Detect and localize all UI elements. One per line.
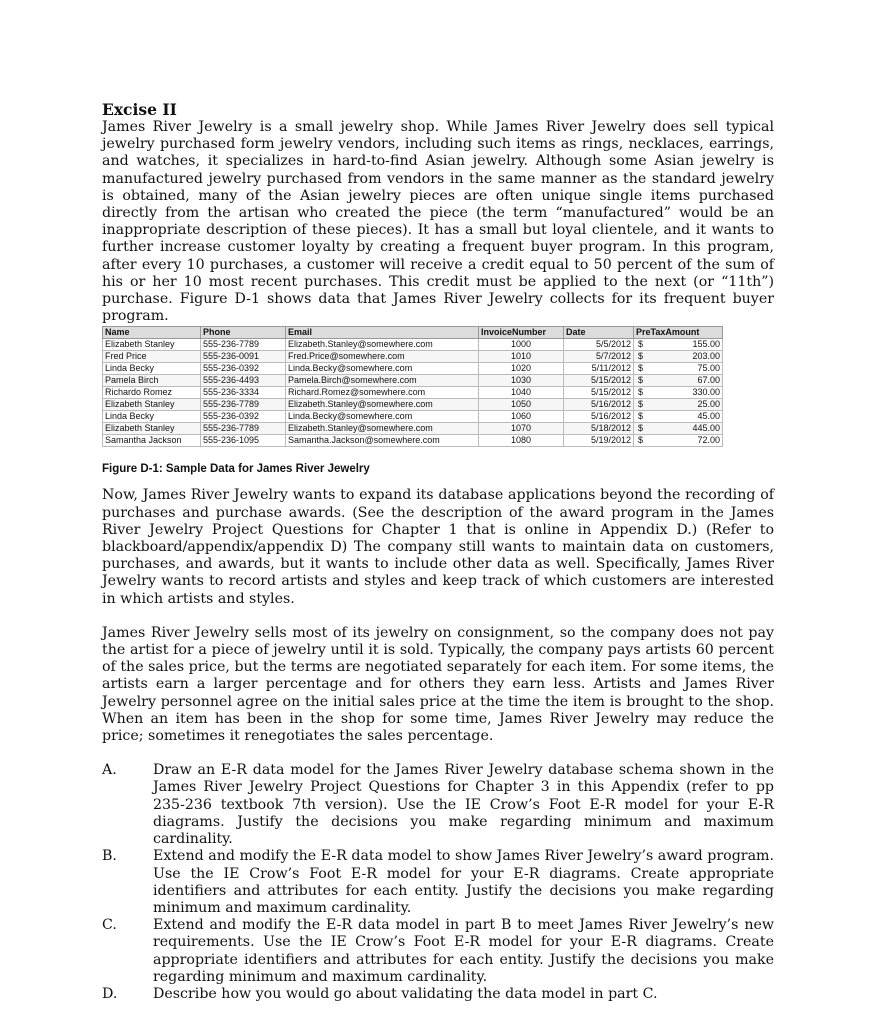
figure-caption: Figure D-1: Sample Data for James River Jewelry (102, 463, 370, 476)
date-cell: 5/16/2012 (564, 411, 634, 423)
question-text: Extend and modify the E-R data model in part B to meet James River Jewelry’s new requirements. Use the IE Crow’s Foot E-R model for your E-R diagrams. Create appropriate identifiers and attributes for each entity. Justify the decisions you make regarding minimum and maximum cardinality. (153, 917, 774, 985)
date-cell: 5/16/2012 (564, 399, 634, 411)
email-cell: Fred.Price@somewhere.com (286, 351, 479, 363)
phone-cell: 555-236-7789 (201, 423, 286, 435)
question-letter: C. (102, 917, 117, 934)
phone-cell: 555-236-7789 (201, 399, 286, 411)
amount-cell (634, 363, 723, 375)
document-page (102, 100, 774, 1003)
currency-symbol: $ (638, 339, 644, 350)
phone-cell: 555-236-0392 (201, 411, 286, 423)
intro-paragraph: James River Jewelry is a small jewelry shop. While James River Jewelry does sell typical jewelry purchased form jewelry vendors, including such items as rings, necklaces, earrings, and watches, it specializes in hard-to-find Asian jewelry. Although some Asian jewelry is manufactured jewelry purchased from vendors in the same manner as the standard jewelry is obtained, many of the Asian jewelry pieces are often unique single items purchased directly from the artisan who created the piece (the term “manufactured” would be an inappropriate description of these pieces). It has a small but loyal clientele, and it wants to further increase customer loyalty by creating a frequent buyer program. In this program, after every 10 purchases, a customer will receive a credit equal to 50 percent of the sum of his or her 10 most recent purchases. This credit must be applied to the next (or “11th”) purchase. Figure D-1 shows data that James River Jewelry collects for its frequent buyer program. (102, 119, 774, 325)
table-row (103, 387, 723, 399)
amount-value: 45.00 (697, 411, 720, 422)
question-letter: B. (102, 848, 117, 865)
column-header: Phone (201, 327, 286, 339)
phone-cell: 555-236-7789 (201, 339, 286, 351)
invoice-cell: 1030 (479, 375, 564, 387)
question-list (102, 762, 774, 1003)
question-item (102, 762, 774, 848)
amount-cell (634, 399, 723, 411)
amount-cell (634, 423, 723, 435)
question-item (102, 986, 774, 1003)
question-item (102, 848, 774, 917)
email-cell: Pamela.Birch@somewhere.com (286, 375, 479, 387)
email-cell: Linda.Becky@somewhere.com (286, 363, 479, 375)
currency-symbol: $ (638, 435, 644, 446)
question-text: Extend and modify the E-R data model to show James River Jewelry’s award program. Use the IE Crow’s Foot E-R model for your E-R diagrams. Create appropriate identifiers and attributes for each entity. Justify the decisions you make regarding minimum and maximum cardinality. (153, 848, 774, 916)
column-header: Name (103, 327, 201, 339)
invoice-cell: 1060 (479, 411, 564, 423)
amount-value: 67.00 (697, 375, 720, 386)
figure-d1-table-wrap (102, 326, 722, 447)
amount-value: 445.00 (692, 423, 720, 434)
email-cell: Elizabeth.Stanley@somewhere.com (286, 423, 479, 435)
amount-value: 155.00 (692, 339, 720, 350)
currency-symbol: $ (638, 351, 644, 362)
name-cell: Elizabeth Stanley (103, 339, 201, 351)
name-cell: Pamela Birch (103, 375, 201, 387)
table-row (103, 423, 723, 435)
currency-symbol: $ (638, 399, 644, 410)
email-cell: Linda.Becky@somewhere.com (286, 411, 479, 423)
column-header: PreTaxAmount (634, 327, 723, 339)
phone-cell: 555-236-0091 (201, 351, 286, 363)
table-row (103, 399, 723, 411)
amount-value: 75.00 (697, 363, 720, 374)
table-header-row (103, 327, 723, 339)
question-item (102, 917, 774, 986)
name-cell: Elizabeth Stanley (103, 423, 201, 435)
question-letter: D. (102, 985, 118, 1002)
column-header: InvoiceNumber (479, 327, 564, 339)
email-cell: Elizabeth.Stanley@somewhere.com (286, 399, 479, 411)
amount-cell (634, 411, 723, 423)
question-text: Describe how you would go about validating the data model in part C. (153, 985, 658, 1002)
invoice-cell: 1040 (479, 387, 564, 399)
name-cell: Linda Becky (103, 363, 201, 375)
date-cell: 5/19/2012 (564, 435, 634, 447)
amount-cell (634, 375, 723, 387)
date-cell: 5/18/2012 (564, 423, 634, 435)
invoice-cell: 1020 (479, 363, 564, 375)
amount-value: 25.00 (697, 399, 720, 410)
table-row (103, 435, 723, 447)
table-row (103, 411, 723, 423)
invoice-cell: 1000 (479, 339, 564, 351)
phone-cell: 555-236-3334 (201, 387, 286, 399)
column-header: Date (564, 327, 634, 339)
table-row (103, 351, 723, 363)
invoice-cell: 1010 (479, 351, 564, 363)
currency-symbol: $ (638, 375, 644, 386)
amount-cell (634, 339, 723, 351)
sample-data-table (102, 326, 723, 447)
amount-cell (634, 387, 723, 399)
phone-cell: 555-236-0392 (201, 363, 286, 375)
currency-symbol: $ (638, 363, 644, 374)
currency-symbol: $ (638, 411, 644, 422)
invoice-cell: 1080 (479, 435, 564, 447)
invoice-cell: 1050 (479, 399, 564, 411)
name-cell: Samantha Jackson (103, 435, 201, 447)
amount-value: 203.00 (692, 351, 720, 362)
currency-symbol: $ (638, 423, 644, 434)
phone-cell: 555-236-4493 (201, 375, 286, 387)
email-cell: Richard.Romez@somewhere.com (286, 387, 479, 399)
date-cell: 5/7/2012 (564, 351, 634, 363)
amount-value: 72.00 (697, 435, 720, 446)
invoice-cell: 1070 (479, 423, 564, 435)
date-cell: 5/15/2012 (564, 387, 634, 399)
phone-cell: 555-236-1095 (201, 435, 286, 447)
exercise-heading: Excise II (102, 100, 177, 119)
amount-cell (634, 351, 723, 363)
column-header: Email (286, 327, 479, 339)
name-cell: Richardo Romez (103, 387, 201, 399)
table-row (103, 339, 723, 351)
question-letter: A. (102, 762, 117, 779)
paragraph-expansion: Now, James River Jewelry wants to expand its database applications beyond the recording of purchases and purchase awards. (See the description of the award program in the James River Jewelry Project Questions for Chapter 1 that is online in Appendix D.) (Refer to blackboard/appendix/appendix D) The company still wants to maintain data on customers, purchases, and awards, but it wants to include other data as well. Specifically, James River Jewelry wants to record artists and styles and keep track of which customers are interested in which artists and styles. (102, 487, 774, 607)
table-row (103, 363, 723, 375)
paragraph-consignment: James River Jewelry sells most of its jewelry on consignment, so the company does not pay the artist for a piece of jewelry until it is sold. Typically, the company pays artists 60 percent of the sales price, but the terms are negotiated separately for each item. For some items, the artists earn a larger percentage and for others they earn less. Artists and James River Jewelry personnel agree on the initial sales price at the time the item is brought to the shop. When an item has been in the shop for some time, James River Jewelry may reduce the price; sometimes it renegotiates the sales percentage. (102, 624, 774, 745)
currency-symbol: $ (638, 387, 644, 398)
date-cell: 5/5/2012 (564, 339, 634, 351)
date-cell: 5/11/2012 (564, 363, 634, 375)
date-cell: 5/15/2012 (564, 375, 634, 387)
email-cell: Samantha.Jackson@somewhere.com (286, 435, 479, 447)
amount-cell (634, 435, 723, 447)
email-cell: Elizabeth.Stanley@somewhere.com (286, 339, 479, 351)
table-row (103, 375, 723, 387)
name-cell: Fred Price (103, 351, 201, 363)
amount-value: 330.00 (692, 387, 720, 398)
name-cell: Elizabeth Stanley (103, 399, 201, 411)
name-cell: Linda Becky (103, 411, 201, 423)
question-text: Draw an E-R data model for the James River Jewelry database schema shown in the James River Jewelry Project Questions for Chapter 3 in this Appendix (refer to pp 235-236 textbook 7th version). Use the IE Crow’s Foot E-R model for your E-R diagrams. Justify the decisions you make regarding minimum and maximum cardinality. (153, 762, 774, 848)
